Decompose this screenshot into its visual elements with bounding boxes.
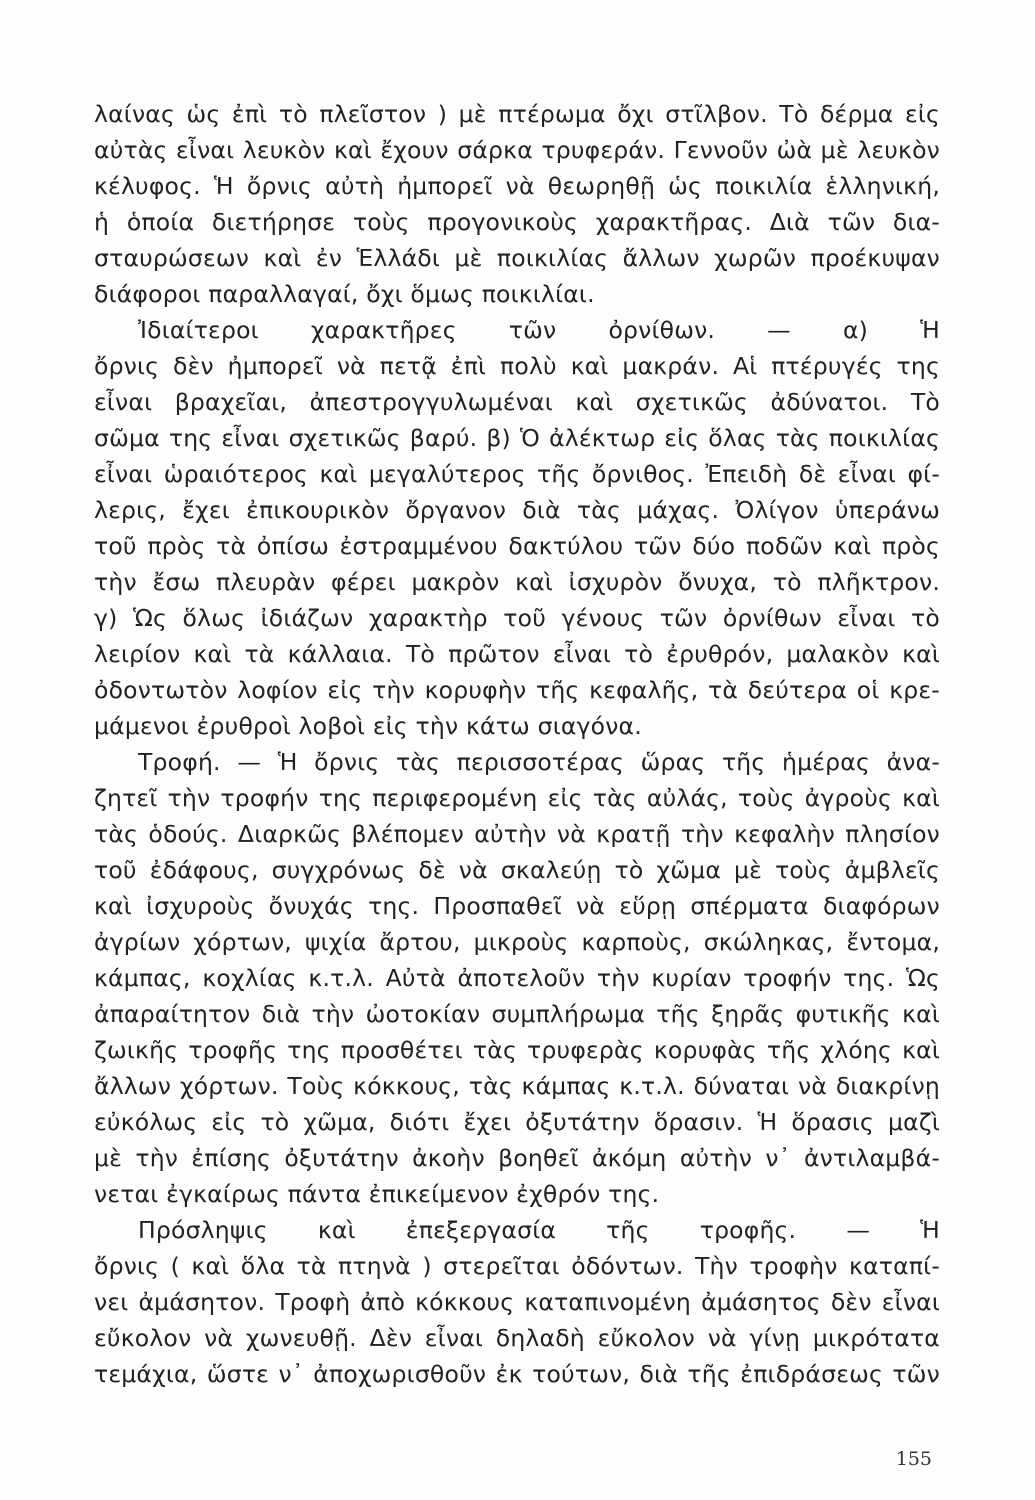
text-line: κάμπας, κοχλίας κ.τ.λ. Αὐτὰ ἀποτελοῦν τὴν κυρίαν τροφήν της. Ὡς — [94, 964, 940, 992]
text-line: μάμενοι ἐρυθροὶ λοβοὶ εἰς τὴν κάτω σιαγόνα. — [94, 712, 642, 740]
text-line: ἄλλων χόρτων. Τοὺς κόκκους, τὰς κάμπας κ.τ.λ. δύναται νὰ διακρίνῃ — [94, 1072, 940, 1100]
text-line: τεμάχια, ὥστε ν᾽ ἀποχωρισθοῦν ἐκ τούτων, διὰ τῆς ἐπιδράσεως τῶν — [94, 1360, 940, 1388]
text-line: εὐκόλως εἰς τὸ χῶμα, διότι ἔχει ὀξυτάτην ὅρασιν. Ἡ ὅρασις μαζὶ — [94, 1108, 940, 1136]
section-heading-line: Ἰδιαίτεροι χαρακτῆρες τῶν ὀρνίθων. — α) Ἡ — [138, 316, 940, 344]
text-line: ἡ ὁποία διετήρησε τοὺς προγονικοὺς χαρακτῆρας. Διὰ τῶν δια- — [94, 208, 940, 236]
text-line: γ) Ὡς ὅλως ἰδιάζων χαρακτὴρ τοῦ γένους τῶν ὀρνίθων εἶναι τὸ — [94, 604, 940, 632]
text-line: μὲ τὴν ἐπίσης ὀξυτάτην ἀκοὴν βοηθεῖ ἀκόμη αὐτὴν ν᾽ ἀντιλαμβά- — [94, 1144, 940, 1172]
text-line: σταυρώσεων καὶ ἐν Ἑλλάδι μὲ ποικιλίας ἄλλων χωρῶν προέκυψαν — [94, 244, 940, 272]
text-line: τοῦ ἐδάφους, συγχρόνως δὲ νὰ σκαλεύῃ τὸ χῶμα μὲ τοὺς ἀμβλεῖς — [94, 856, 940, 884]
text-line: εἶναι βραχεῖαι, ἀπεστρογγυλωμέναι καὶ σχετικῶς ἀδύνατοι. Τὸ — [94, 388, 940, 416]
page-number: 155 — [895, 1448, 932, 1470]
text-line: ὄρνις ( καὶ ὅλα τὰ πτηνὰ ) στερεῖται ὀδόντων. Τὴν τροφὴν καταπί- — [94, 1252, 940, 1280]
text-line: ἀγρίων χόρτων, ψιχία ἄρτου, μικροὺς καρποὺς, σκώληκας, ἔντομα, — [94, 928, 940, 956]
text-line: νεται ἐγκαίρως πάντα ἐπικείμενον ἐχθρόν της. — [94, 1180, 660, 1208]
text-line: ὄρνις δὲν ἠμπορεῖ νὰ πετᾷ ἐπὶ πολὺ καὶ μακράν. Αἱ πτέρυγές της — [94, 352, 940, 380]
text-line: καὶ ἰσχυροὺς ὄνυχάς της. Προσπαθεῖ νὰ εὕρῃ σπέρματα διαφόρων — [94, 892, 940, 920]
text-line: ζωικῆς τροφῆς της προσθέτει τὰς τρυφερὰς κορυφὰς τῆς χλόης καὶ — [94, 1036, 940, 1064]
text-line: λαίνας ὡς ἐπὶ τὸ πλεῖστον ) μὲ πτέρωμα ὄχι στῖλβον. Τὸ δέρμα εἰς — [94, 100, 940, 128]
section-heading-line: Τροφή. — Ἡ ὄρνις τὰς περισσοτέρας ὥρας τῆς ἡμέρας ἀνα- — [138, 748, 940, 776]
text-line: ζητεῖ τὴν τροφήν της περιφερομένη εἰς τὰς αὐλάς, τοὺς ἀγροὺς καὶ — [94, 784, 940, 812]
text-line: τὰς ὁδούς. Διαρκῶς βλέπομεν αὐτὴν νὰ κρατῇ τὴν κεφαλὴν πλησίον — [94, 820, 940, 848]
text-line: ἀπαραίτητον διὰ τὴν ὠοτοκίαν συμπλήρωμα τῆς ξηρᾶς φυτικῆς καὶ — [94, 1000, 940, 1028]
text-line: λερις, ἔχει ἐπικουρικὸν ὄργανον διὰ τὰς μάχας. Ὀλίγον ὑπεράνω — [94, 496, 940, 524]
text-line: τοῦ πρὸς τὰ ὀπίσω ἐστραμμένου δακτύλου τῶν δύο ποδῶν καὶ πρὸς — [94, 532, 940, 560]
text-line: τὴν ἔσω πλευρὰν φέρει μακρὸν καὶ ἰσχυρὸν ὄνυχα, τὸ πλῆκτρον. — [94, 568, 940, 596]
text-line: εἶναι ὡραιότερος καὶ μεγαλύτερος τῆς ὄρνιθος. Ἐπειδὴ δὲ εἶναι φί- — [94, 460, 940, 488]
text-line: σῶμα της εἶναι σχετικῶς βαρύ. β) Ὁ ἀλέκτωρ εἰς ὅλας τὰς ποικιλίας — [94, 424, 940, 452]
text-line: διάφοροι παραλλαγαί, ὄχι ὅμως ποικιλίαι. — [94, 280, 595, 308]
body-text — [94, 96, 940, 1392]
text-line: λειρίον καὶ τὰ κάλλαια. Τὸ πρῶτον εἶναι τὸ ἐρυθρόν, μαλακὸν καὶ — [94, 640, 940, 668]
text-line: αὐτὰς εἶναι λευκὸν καὶ ἔχουν σάρκα τρυφεράν. Γεννοῦν ὠὰ μὲ λευκὸν — [94, 136, 940, 164]
text-line: νει ἀμάσητον. Τροφὴ ἀπὸ κόκκους καταπινομένη ἀμάσητος δὲν εἶναι — [94, 1288, 940, 1316]
text-line: ὀδοντωτὸν λοφίον εἰς τὴν κορυφὴν τῆς κεφαλῆς, τὰ δεύτερα οἱ κρε- — [94, 676, 940, 704]
text-line: εὔκολον νὰ χωνευθῇ. Δὲν εἶναι δηλαδὴ εὔκολον νὰ γίνῃ μικρότατα — [94, 1324, 940, 1352]
text-line: κέλυφος. Ἡ ὄρνις αὐτὴ ἠμπορεῖ νὰ θεωρηθῇ ὡς ποικιλία ἑλληνική, — [94, 172, 940, 200]
section-heading-line: Πρόσληψις καὶ ἐπεξεργασία τῆς τροφῆς. — Ἡ — [138, 1216, 940, 1244]
